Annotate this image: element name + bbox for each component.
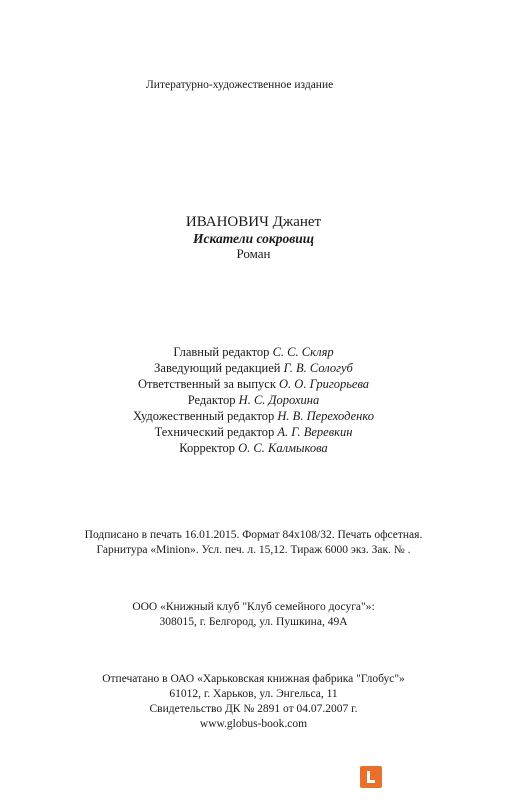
publisher-line: 308015, г. Белгород, ул. Пушкина, 49А [159,616,348,628]
credit-line: Ответственный за выпуск О. О. Григорьева [137,377,370,391]
printer-line: Отпечатано в ОАО «Харьковская книжная фабрика "Глобус"» [102,673,405,685]
printer-line: 61012, г. Харьков, ул. Энгельса, 11 [169,688,338,700]
edition-type: Литературно-художественное издание [146,79,334,91]
print-info-line: Гарнитура «Minion». Усл. печ. л. 15,12. Тираж 6000 экз. Зак. № . [96,544,411,556]
printer-line: Свидетельство ДК № 2891 от 04.07.2007 г. [149,703,358,715]
printer-line: www.globus-book.com [199,718,308,730]
book-title: Искатели сокровищ [192,231,315,246]
credit-line: Главный редактор С. С. Скляр [173,345,334,359]
credit-line: Заведующий редакцией Г. В. Сологуб [154,361,353,375]
credit-line: Редактор Н. С. Дорохина [187,393,320,407]
credit-line: Художественный редактор Н. В. Переходенко [133,409,374,423]
litres-logo-icon [360,766,382,788]
credit-line: Технический редактор А. Г. Веревкин [154,425,353,439]
publisher-line: ООО «Книжный клуб "Клуб семейного досуга"»: [132,601,375,613]
genre: Роман [236,246,271,261]
print-info-line: Подписано в печать 16.01.2015. Формат 84x108/32. Печать офсетная. [84,529,423,541]
credit-line: Корректор О. С. Калмыкова [179,441,328,455]
author-name: ИВАНОВИЧ Джанет [185,214,322,230]
